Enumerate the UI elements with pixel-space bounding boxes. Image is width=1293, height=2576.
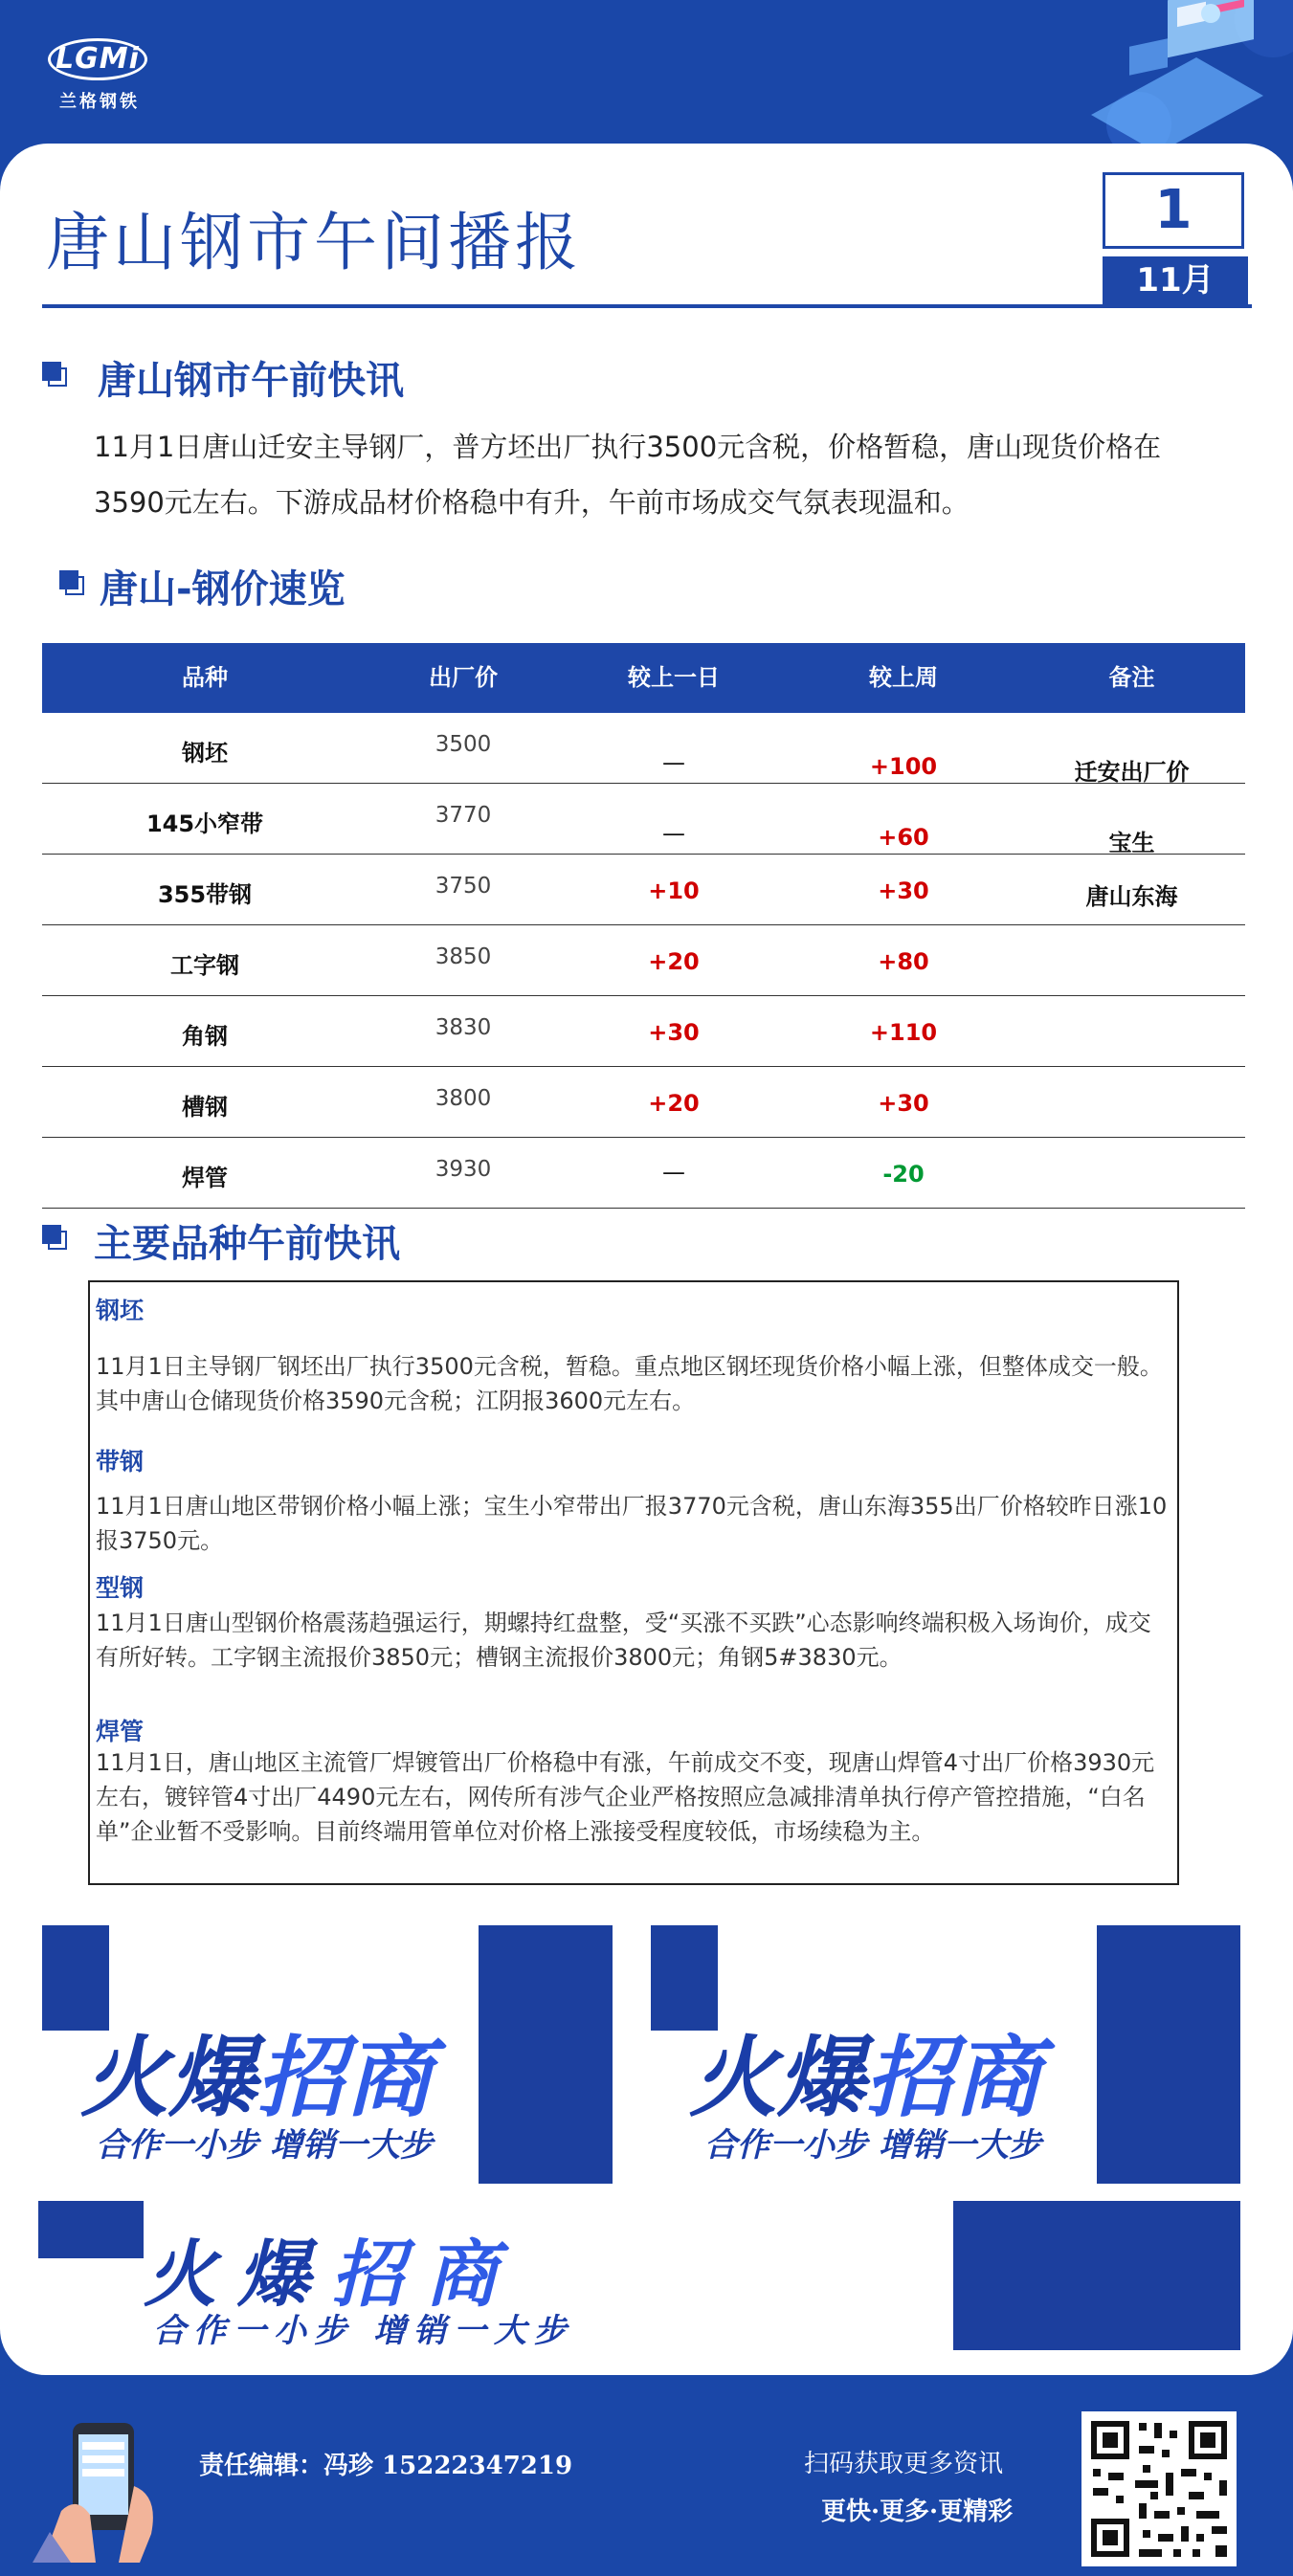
title-divider: [42, 304, 1252, 308]
logo-text: LGMi: [56, 42, 140, 76]
paint-splash-decoration: [38, 2201, 144, 2258]
cell-note: 迁安出厂价: [1074, 759, 1190, 786]
cell-day-change: +10: [648, 877, 700, 904]
qr-code-icon[interactable]: [1081, 2411, 1237, 2566]
promo-headline-a: 火爆: [689, 2027, 866, 2129]
promo-headline-b: 招商: [331, 2232, 519, 2317]
item-text: 11月1日，唐山地区主流管厂焊镀管出厂价格稳中有涨，午前成交不变，现唐山焊管4寸出厂价格3930元左右，镀锌管4寸出厂4490元左右，网传所有涉气企业严格按照应急减排清单执行停产管控措施，“白名单”企业暂不受影响。目前终端用管单位对价格上涨接受程度较低，市场续稳为主。: [96, 1749, 1155, 1845]
square-bullet-icon: [59, 570, 84, 595]
item-heading: 钢坯: [96, 1297, 145, 1324]
item-heading: 带钢: [96, 1448, 145, 1476]
cell-day-change: +30: [648, 1019, 700, 1046]
square-bullet-icon: [42, 362, 67, 387]
paint-splash-decoration: [479, 1925, 613, 2184]
cell-variety: 工字钢: [170, 952, 239, 979]
item-text: 11月1日唐山型钢价格震荡趋强运行，期螺持红盘整，受“买涨不买跌”心态影响终端积极入场询价，成交有所好转。工字钢主流报价3850元；槽钢主流报价3800元；角钢5#3830元。: [96, 1610, 1151, 1671]
column-header: 出厂价: [429, 664, 498, 691]
promo-slogan: 合作一小步 增销一大步: [153, 2312, 574, 2350]
item-heading: 型钢: [96, 1574, 145, 1602]
column-header: 较上一日: [628, 664, 720, 691]
promo-banner-left[interactable]: [42, 1925, 613, 2184]
cell-day-change: —: [662, 749, 685, 776]
cell-price: 3800: [435, 1086, 492, 1111]
cell-price: 3930: [435, 1157, 492, 1182]
promo-banner-wide[interactable]: [38, 2201, 1240, 2350]
cell-day-change: +20: [648, 948, 700, 975]
morning-news-text: 11月1日唐山迁安主导钢厂，普方坯出厂执行3500元含税，价格暂稳，唐山现货价格在3590元左右。下游成品材价格稳中有升，午前市场成交气氛表现温和。: [94, 431, 1162, 519]
promo-slogan: 合作一小步 增销一大步: [704, 2126, 1041, 2165]
item-heading: 焊管: [96, 1718, 145, 1745]
section-header-variety-news: [42, 1213, 712, 1266]
promo-banner-right[interactable]: [651, 1925, 1240, 2184]
item-text: 11月1日唐山地区带钢价格小幅上涨；宝生小窄带出厂报3770元含税，唐山东海355出厂价格较昨日涨10报3750元。: [96, 1493, 1168, 1554]
logo-subtitle: 兰格钢铁: [59, 92, 140, 112]
footer-motto: 更快·更多·更精彩: [821, 2498, 1014, 2526]
promo-slogan: 合作一小步 增销一大步: [96, 2126, 433, 2165]
section-header-price-overview: [59, 559, 634, 611]
footer-editor: 责任编辑：冯珍 15222347219: [199, 2452, 573, 2480]
brand-logo: [42, 33, 157, 119]
cell-week-change: +60: [878, 824, 929, 851]
cell-variety: 钢坯: [182, 740, 228, 766]
table-row: [42, 1138, 1245, 1209]
cell-price: 3770: [435, 803, 492, 828]
date-month: 11月: [1103, 256, 1248, 304]
page-title: 唐山钢市午间播报: [46, 206, 582, 279]
phone-hand-icon: [33, 2419, 176, 2563]
cell-variety: 角钢: [182, 1023, 228, 1050]
cell-week-change: +80: [878, 948, 929, 975]
cell-price: 3500: [435, 732, 492, 757]
cell-price: 3830: [435, 1015, 492, 1040]
cell-price: 3750: [435, 874, 492, 899]
square-bullet-icon: [42, 1225, 67, 1250]
cell-variety: 槽钢: [182, 1094, 228, 1121]
table-row: [42, 996, 1245, 1067]
table-row: [42, 855, 1245, 925]
promo-headline-b: 招商: [865, 2027, 1042, 2129]
variety-news-box: [88, 1280, 1179, 1885]
column-header: 备注: [1108, 664, 1155, 691]
cell-note: 唐山东海: [1085, 883, 1178, 910]
cell-week-change: +30: [878, 1090, 929, 1117]
promo-headline-b: 招商: [256, 2027, 434, 2129]
cell-variety: 355带钢: [157, 881, 253, 908]
cell-week-change: +100: [869, 753, 938, 780]
cell-variety: 145小窄带: [145, 811, 264, 837]
promo-headline: [689, 2008, 1041, 2134]
promo-headline: [80, 2008, 433, 2134]
paint-splash-decoration: [1097, 1925, 1240, 2184]
cell-price: 3850: [435, 944, 492, 969]
section-title: 唐山-钢价速览: [100, 567, 346, 611]
tech-illustration-icon: [1034, 0, 1293, 153]
promo-headline-a: 火爆: [80, 2027, 257, 2129]
cell-day-change: —: [662, 820, 685, 847]
paint-splash-decoration: [953, 2201, 1240, 2350]
cell-day-change: —: [662, 1159, 685, 1186]
table-row: [42, 925, 1245, 996]
date-day: 1: [1103, 172, 1244, 249]
item-text: 11月1日主导钢厂钢坯出厂执行3500元含税，暂稳。重点地区钢坯现货价格小幅上涨，但整体成交一般。其中唐山仓储现货价格3590元含税；江阴报3600元左右。: [96, 1353, 1163, 1414]
cell-note: 宝生: [1108, 830, 1155, 856]
cell-week-change: +110: [869, 1019, 938, 1046]
cell-variety: 焊管: [182, 1165, 228, 1191]
section-header-morning-news: [42, 350, 616, 403]
promo-headline-a: 火爆: [144, 2232, 331, 2317]
cell-day-change: +20: [648, 1090, 700, 1117]
section-title: 唐山钢市午前快讯: [98, 359, 404, 403]
table-row: [42, 1067, 1245, 1138]
section-title: 主要品种午前快讯: [94, 1222, 400, 1266]
column-header: 较上周: [869, 664, 938, 691]
price-table-header: [42, 643, 1245, 713]
table-row: [42, 784, 1245, 855]
cell-week-change: +30: [878, 877, 929, 904]
column-header: 品种: [182, 664, 228, 691]
table-row: [42, 713, 1245, 784]
header-band: [0, 0, 1293, 153]
cell-week-change: -20: [882, 1161, 925, 1188]
footer-scan-text: 扫码获取更多资讯: [804, 2450, 1004, 2478]
